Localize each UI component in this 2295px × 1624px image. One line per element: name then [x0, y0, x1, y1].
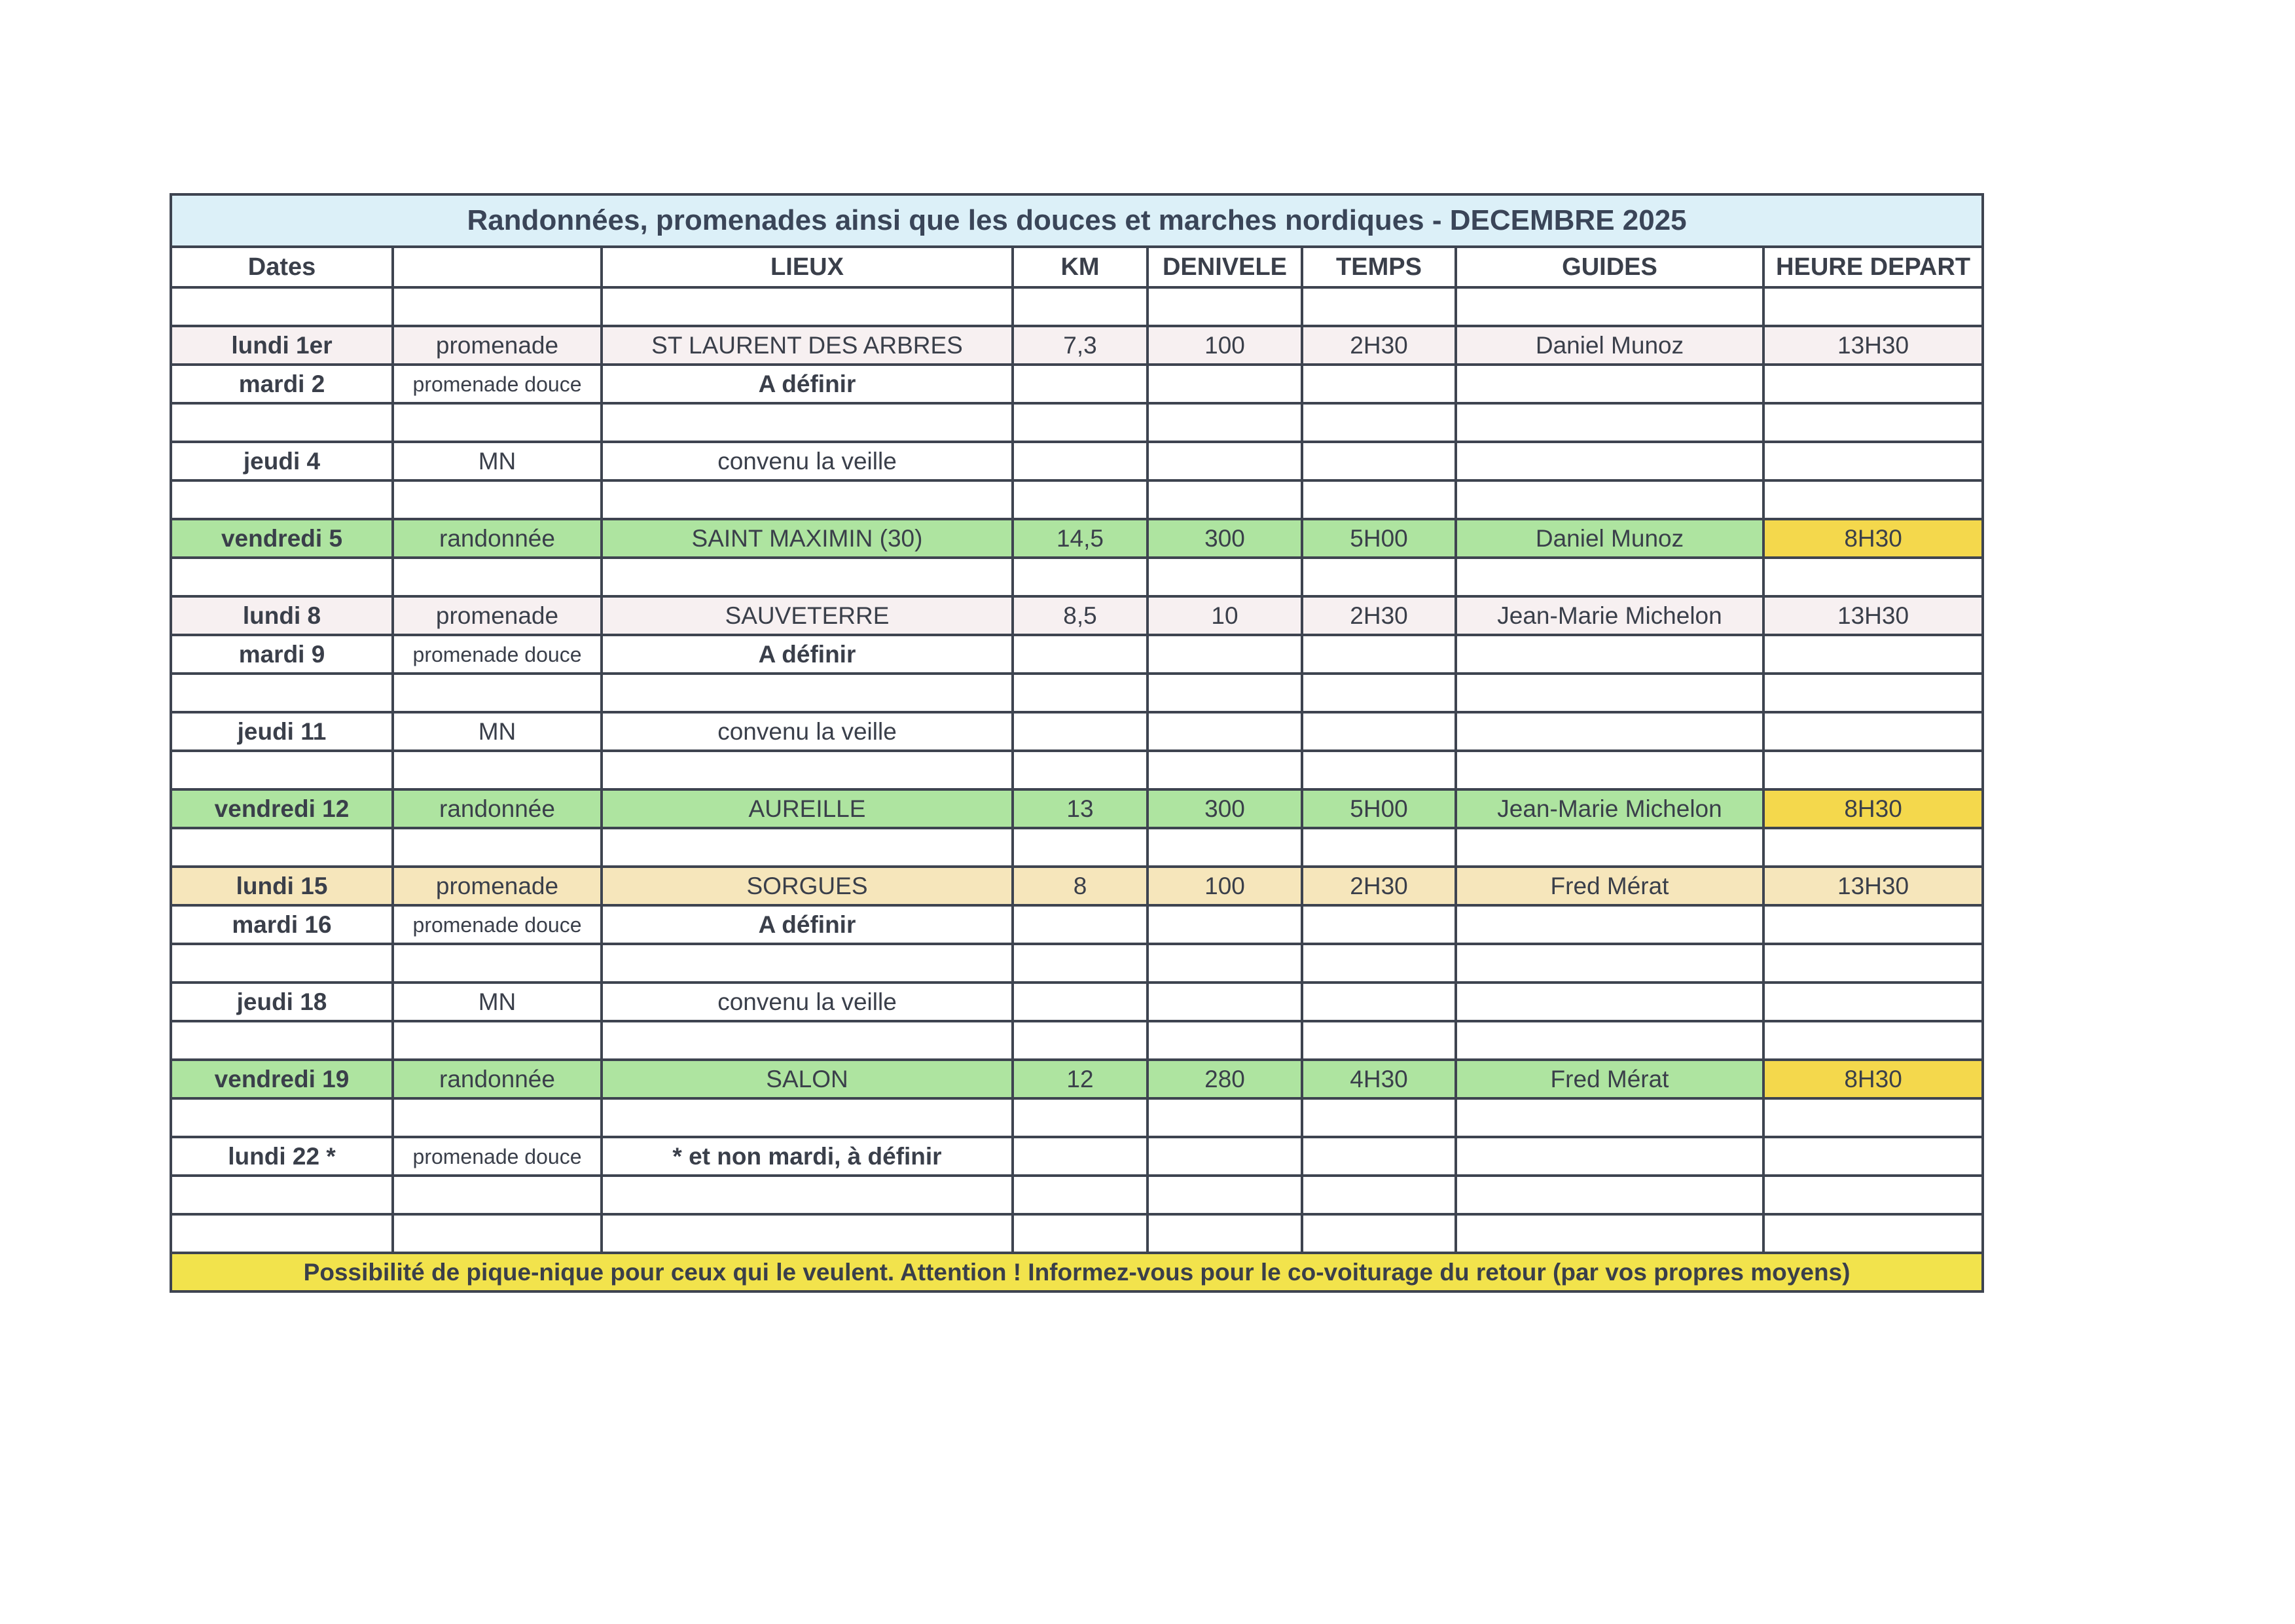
cell-date: vendredi 5: [171, 519, 393, 558]
cell-temps: [1302, 828, 1456, 867]
cell-type: promenade douce: [393, 1137, 602, 1176]
cell-heure-depart: [1763, 674, 1983, 712]
table-row: [171, 480, 1983, 519]
cell-denivele: [1148, 1098, 1302, 1137]
cell-guide: [1456, 983, 1763, 1021]
cell-temps: [1302, 751, 1456, 789]
cell-denivele: 280: [1148, 1060, 1302, 1098]
cell-heure-depart: [1763, 365, 1983, 403]
cell-km: [1013, 944, 1148, 983]
page-title: Randonnées, promenades ainsi que les douces et marches nordiques - DECEMBRE 2025: [171, 194, 1983, 247]
table-row: [171, 558, 1983, 596]
cell-lieu: [602, 1021, 1013, 1060]
cell-temps: [1302, 944, 1456, 983]
cell-guide: Fred Mérat: [1456, 1060, 1763, 1098]
cell-heure-depart: [1763, 751, 1983, 789]
cell-lieu: SALON: [602, 1060, 1013, 1098]
cell-guide: [1456, 558, 1763, 596]
cell-type: randonnée: [393, 519, 602, 558]
cell-denivele: [1148, 1176, 1302, 1214]
cell-heure-depart: [1763, 1176, 1983, 1214]
cell-type: [393, 828, 602, 867]
cell-heure-depart: [1763, 287, 1983, 326]
header-km: KM: [1013, 247, 1148, 287]
cell-heure-depart: [1763, 983, 1983, 1021]
cell-type: [393, 403, 602, 442]
cell-type: [393, 751, 602, 789]
cell-type: [393, 1021, 602, 1060]
cell-guide: Daniel Munoz: [1456, 519, 1763, 558]
cell-km: [1013, 287, 1148, 326]
cell-guide: [1456, 403, 1763, 442]
cell-date: [171, 403, 393, 442]
cell-guide: [1456, 480, 1763, 519]
cell-denivele: 10: [1148, 596, 1302, 635]
cell-guide: [1456, 1021, 1763, 1060]
cell-denivele: [1148, 480, 1302, 519]
cell-date: [171, 1214, 393, 1253]
table-row: [171, 751, 1983, 789]
cell-temps: [1302, 674, 1456, 712]
cell-guide: [1456, 365, 1763, 403]
cell-heure-depart: [1763, 1137, 1983, 1176]
cell-date: [171, 944, 393, 983]
cell-lieu: [602, 1098, 1013, 1137]
header-row: [171, 247, 1983, 287]
cell-denivele: [1148, 403, 1302, 442]
cell-km: [1013, 635, 1148, 674]
table-row: [171, 905, 1983, 944]
cell-heure-depart: [1763, 403, 1983, 442]
table-row: [171, 1214, 1983, 1253]
cell-temps: [1302, 905, 1456, 944]
cell-lieu: A définir: [602, 635, 1013, 674]
header-dates: Dates: [171, 247, 393, 287]
cell-type: promenade: [393, 867, 602, 905]
cell-km: [1013, 1214, 1148, 1253]
cell-temps: [1302, 635, 1456, 674]
table-row: [171, 1176, 1983, 1214]
cell-temps: 4H30: [1302, 1060, 1456, 1098]
cell-heure-depart: [1763, 712, 1983, 751]
cell-guide: [1456, 1214, 1763, 1253]
cell-km: [1013, 365, 1148, 403]
cell-temps: [1302, 403, 1456, 442]
table-row: [171, 1060, 1983, 1098]
cell-type: promenade douce: [393, 365, 602, 403]
cell-lieu: A définir: [602, 905, 1013, 944]
cell-guide: [1456, 1137, 1763, 1176]
cell-guide: Jean-Marie Michelon: [1456, 596, 1763, 635]
table-row: [171, 519, 1983, 558]
cell-km: [1013, 558, 1148, 596]
cell-lieu: AUREILLE: [602, 789, 1013, 828]
table-row: [171, 1137, 1983, 1176]
cell-type: randonnée: [393, 1060, 602, 1098]
cell-km: [1013, 403, 1148, 442]
cell-km: [1013, 1137, 1148, 1176]
cell-date: mardi 2: [171, 365, 393, 403]
cell-type: [393, 674, 602, 712]
cell-date: vendredi 12: [171, 789, 393, 828]
cell-lieu: SAINT MAXIMIN (30): [602, 519, 1013, 558]
cell-lieu: [602, 558, 1013, 596]
cell-type: MN: [393, 442, 602, 480]
cell-temps: 2H30: [1302, 596, 1456, 635]
cell-temps: [1302, 480, 1456, 519]
table-row: [171, 1021, 1983, 1060]
cell-km: 13: [1013, 789, 1148, 828]
cell-temps: [1302, 1214, 1456, 1253]
cell-guide: [1456, 905, 1763, 944]
cell-temps: [1302, 442, 1456, 480]
cell-guide: [1456, 828, 1763, 867]
cell-temps: [1302, 1176, 1456, 1214]
table-row: [171, 596, 1983, 635]
cell-type: [393, 944, 602, 983]
cell-km: [1013, 751, 1148, 789]
cell-date: lundi 22 *: [171, 1137, 393, 1176]
cell-temps: [1302, 1021, 1456, 1060]
cell-km: [1013, 983, 1148, 1021]
table-row: [171, 287, 1983, 326]
cell-heure-depart: 8H30: [1763, 1060, 1983, 1098]
footer-note: Possibilité de pique-nique pour ceux qui le veulent. Attention ! Informez-vous pour le co-voiturage du retour (par vos propres moyens): [171, 1253, 1983, 1291]
title-row: [171, 194, 1983, 247]
cell-guide: [1456, 674, 1763, 712]
cell-lieu: [602, 1176, 1013, 1214]
cell-denivele: [1148, 674, 1302, 712]
table-row: [171, 944, 1983, 983]
cell-date: [171, 1021, 393, 1060]
cell-date: mardi 16: [171, 905, 393, 944]
cell-type: promenade: [393, 596, 602, 635]
table-row: [171, 983, 1983, 1021]
table-row: [171, 1098, 1983, 1137]
cell-heure-depart: [1763, 442, 1983, 480]
cell-type: randonnée: [393, 789, 602, 828]
cell-guide: Daniel Munoz: [1456, 326, 1763, 365]
cell-km: [1013, 1098, 1148, 1137]
cell-date: vendredi 19: [171, 1060, 393, 1098]
table-row: [171, 635, 1983, 674]
cell-denivele: [1148, 442, 1302, 480]
cell-heure-depart: [1763, 944, 1983, 983]
cell-lieu: SORGUES: [602, 867, 1013, 905]
cell-temps: [1302, 365, 1456, 403]
cell-lieu: [602, 828, 1013, 867]
cell-km: 8,5: [1013, 596, 1148, 635]
cell-guide: [1456, 442, 1763, 480]
cell-lieu: [602, 751, 1013, 789]
cell-denivele: 100: [1148, 867, 1302, 905]
table-row: [171, 442, 1983, 480]
header-denivele: DENIVELE: [1148, 247, 1302, 287]
cell-km: [1013, 828, 1148, 867]
cell-km: 14,5: [1013, 519, 1148, 558]
cell-type: [393, 480, 602, 519]
cell-denivele: [1148, 1021, 1302, 1060]
cell-type: [393, 1214, 602, 1253]
cell-temps: [1302, 287, 1456, 326]
header-temps: TEMPS: [1302, 247, 1456, 287]
cell-type: promenade douce: [393, 905, 602, 944]
cell-km: [1013, 1021, 1148, 1060]
cell-denivele: [1148, 1214, 1302, 1253]
cell-denivele: [1148, 944, 1302, 983]
cell-denivele: [1148, 828, 1302, 867]
cell-km: [1013, 905, 1148, 944]
header-heure-depart: HEURE DEPART: [1763, 247, 1983, 287]
cell-date: [171, 1176, 393, 1214]
cell-heure-depart: [1763, 1098, 1983, 1137]
cell-heure-depart: 8H30: [1763, 519, 1983, 558]
cell-km: [1013, 712, 1148, 751]
cell-heure-depart: [1763, 1021, 1983, 1060]
cell-denivele: 100: [1148, 326, 1302, 365]
cell-denivele: [1148, 287, 1302, 326]
cell-type: [393, 287, 602, 326]
header-type: [393, 247, 602, 287]
cell-denivele: [1148, 712, 1302, 751]
cell-temps: 2H30: [1302, 326, 1456, 365]
cell-guide: Jean-Marie Michelon: [1456, 789, 1763, 828]
cell-guide: [1456, 1176, 1763, 1214]
cell-guide: [1456, 712, 1763, 751]
cell-temps: [1302, 558, 1456, 596]
cell-type: MN: [393, 983, 602, 1021]
cell-date: [171, 751, 393, 789]
cell-date: [171, 480, 393, 519]
cell-date: jeudi 18: [171, 983, 393, 1021]
cell-denivele: [1148, 751, 1302, 789]
cell-guide: Fred Mérat: [1456, 867, 1763, 905]
header-lieux: LIEUX: [602, 247, 1013, 287]
cell-temps: 2H30: [1302, 867, 1456, 905]
cell-heure-depart: [1763, 635, 1983, 674]
cell-heure-depart: 13H30: [1763, 596, 1983, 635]
cell-heure-depart: [1763, 828, 1983, 867]
footer-row: [171, 1253, 1983, 1291]
cell-date: mardi 9: [171, 635, 393, 674]
cell-denivele: 300: [1148, 519, 1302, 558]
cell-lieu: convenu la veille: [602, 983, 1013, 1021]
cell-date: [171, 674, 393, 712]
cell-date: lundi 15: [171, 867, 393, 905]
cell-lieu: [602, 403, 1013, 442]
schedule-table: [170, 193, 1984, 1293]
cell-type: [393, 1098, 602, 1137]
cell-heure-depart: 13H30: [1763, 867, 1983, 905]
cell-lieu: [602, 1214, 1013, 1253]
cell-guide: [1456, 751, 1763, 789]
cell-km: [1013, 442, 1148, 480]
cell-type: [393, 1176, 602, 1214]
cell-km: 7,3: [1013, 326, 1148, 365]
cell-temps: [1302, 712, 1456, 751]
cell-lieu: [602, 674, 1013, 712]
cell-guide: [1456, 635, 1763, 674]
header-guides: GUIDES: [1456, 247, 1763, 287]
cell-date: lundi 1er: [171, 326, 393, 365]
cell-heure-depart: [1763, 1214, 1983, 1253]
cell-lieu: ST LAURENT DES ARBRES: [602, 326, 1013, 365]
cell-km: [1013, 480, 1148, 519]
cell-type: promenade: [393, 326, 602, 365]
cell-denivele: [1148, 983, 1302, 1021]
table-row: [171, 674, 1983, 712]
table-row: [171, 712, 1983, 751]
cell-type: [393, 558, 602, 596]
cell-lieu: [602, 287, 1013, 326]
cell-denivele: 300: [1148, 789, 1302, 828]
cell-heure-depart: [1763, 480, 1983, 519]
cell-type: promenade douce: [393, 635, 602, 674]
cell-lieu: [602, 944, 1013, 983]
cell-date: jeudi 4: [171, 442, 393, 480]
cell-heure-depart: [1763, 558, 1983, 596]
cell-heure-depart: [1763, 905, 1983, 944]
table-row: [171, 326, 1983, 365]
cell-temps: 5H00: [1302, 789, 1456, 828]
cell-temps: [1302, 1137, 1456, 1176]
cell-km: [1013, 674, 1148, 712]
cell-date: [171, 828, 393, 867]
cell-km: [1013, 1176, 1148, 1214]
cell-km: 8: [1013, 867, 1148, 905]
table-row: [171, 403, 1983, 442]
table-row: [171, 867, 1983, 905]
cell-date: lundi 8: [171, 596, 393, 635]
cell-date: [171, 1098, 393, 1137]
cell-temps: [1302, 983, 1456, 1021]
cell-km: 12: [1013, 1060, 1148, 1098]
cell-denivele: [1148, 1137, 1302, 1176]
cell-denivele: [1148, 905, 1302, 944]
cell-guide: [1456, 1098, 1763, 1137]
cell-date: [171, 558, 393, 596]
cell-lieu: convenu la veille: [602, 442, 1013, 480]
cell-temps: [1302, 1098, 1456, 1137]
table-row: [171, 828, 1983, 867]
cell-temps: 5H00: [1302, 519, 1456, 558]
table-row: [171, 365, 1983, 403]
cell-heure-depart: 8H30: [1763, 789, 1983, 828]
cell-lieu: * et non mardi, à définir: [602, 1137, 1013, 1176]
cell-lieu: SAUVETERRE: [602, 596, 1013, 635]
cell-denivele: [1148, 635, 1302, 674]
cell-lieu: [602, 480, 1013, 519]
cell-denivele: [1148, 365, 1302, 403]
cell-heure-depart: 13H30: [1763, 326, 1983, 365]
cell-denivele: [1148, 558, 1302, 596]
cell-date: jeudi 11: [171, 712, 393, 751]
cell-lieu: convenu la veille: [602, 712, 1013, 751]
cell-type: MN: [393, 712, 602, 751]
cell-lieu: A définir: [602, 365, 1013, 403]
cell-guide: [1456, 287, 1763, 326]
cell-date: [171, 287, 393, 326]
cell-guide: [1456, 944, 1763, 983]
table-row: [171, 789, 1983, 828]
